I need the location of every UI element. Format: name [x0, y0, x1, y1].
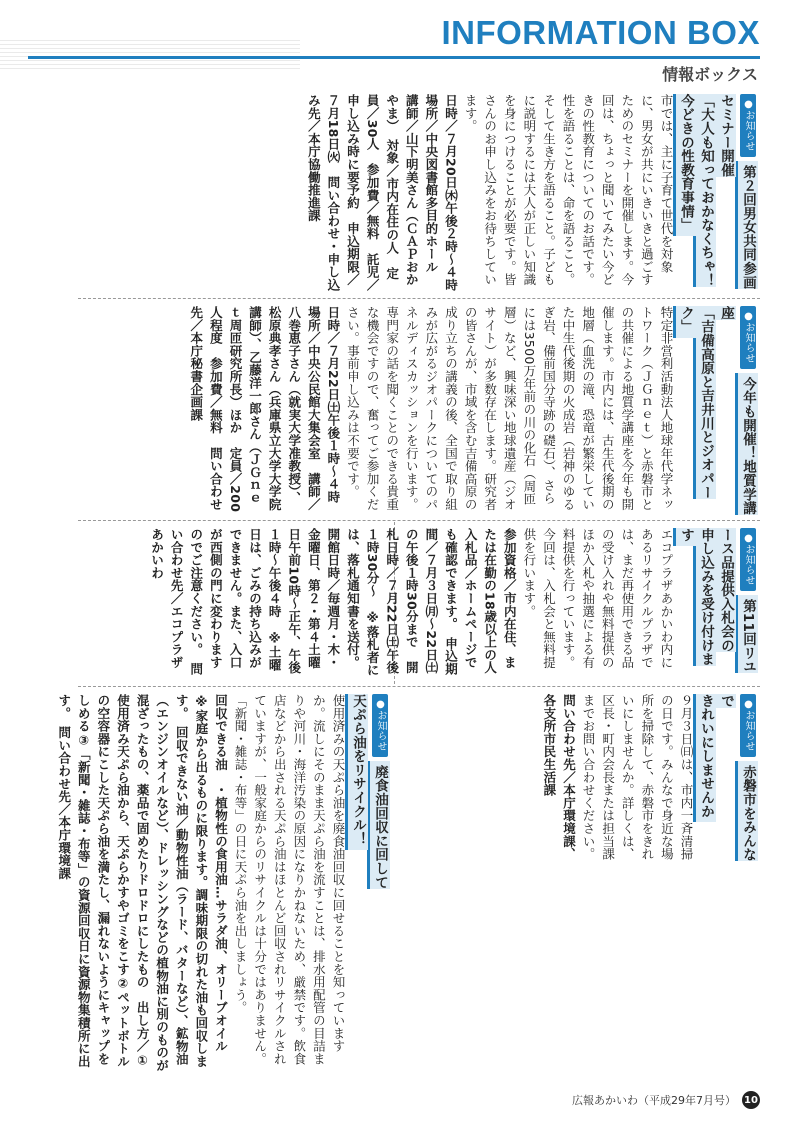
footer-text: 広報あかいわ（平成29年7月号） — [572, 1094, 736, 1107]
notice-tag: ●お知らせ — [740, 528, 756, 591]
row-divider-1 — [78, 298, 760, 299]
row-divider-3 — [78, 686, 760, 687]
article-body: 市では、主に子育て世代を対象に、男女が共にいきいきと過ごすためのセミナーを開催します。今回は、ちょっと聞いてみたい今どきの性教育についてのお話です。性を語ることは、命を語ること。そして生き方を語ること。子どもに説明するには大人が正しい知識を身につけることが必要です。皆さんのお申し込みをお待ちしています。 — [463, 94, 674, 286]
row-divider-2 — [78, 520, 760, 521]
article-title-line1: 第２回男女共同参画セミナー開催 — [718, 94, 756, 289]
page-header — [0, 0, 794, 84]
article-title-line2: きれいにしませんか — [698, 694, 714, 819]
article-title-line2: 「吉備高原と吉井川とジオパーク」 — [678, 306, 714, 500]
article-title-line1: 第11回リユース品提供入札会の — [718, 528, 756, 674]
article-details: 日時／７月22日㈯午後１時～４時 場所／中央公民館大集会室 講師／八巻恵子さん（就実大学准教授）、松原典孝さん（兵庫県立大学大学院講師）、乙藤洋一郎さん（ＪＧｎｅｔ周匝研究所長）ほか 定員／200人程度 参加費／無料 問い合わせ先／本庁秘書企画課 — [188, 306, 341, 517]
article-title-line2: 「大人も知っておかなくちゃ！今どきの性教育事情」 — [678, 94, 714, 288]
page-footer — [572, 1091, 760, 1109]
header-rule — [28, 56, 760, 59]
article-title-line1: 赤磐市をみんなで — [718, 694, 756, 862]
article-gender-seminar — [78, 94, 758, 305]
article-body: ９月３日㈰は、市内一斉清掃の日です。みんなで身近な場所を掃除して、赤磐市をきれいにしませんか。詳しくは、区長・町内会長または担当課までお問い合わせください。 — [581, 694, 694, 861]
header-stripes — [0, 40, 300, 70]
article-body: 特定非営利活動法人地球年代学ネットワーク（ＪＧｎｅｔ）と赤磐市との共催による地質学講座を今年も開催します。市内には、古生代後期の地層（血洗の滝、恐竜が繁栄していた中生代後期の火成岩（岩神のゆるぎ岩、備前国分寺跡の礎石）、さらには3500万年前の川の化石（周匝層）など、興味深い地球遺産（ジオサイト）が多数存在します。研究者の皆さんが、市域を含む吉備高原の成り立ちの講義の後、全国で取り組みが広がるジオパークについてのパネルディスカッションを行います。専門家の話を聞くことのできる貴重な機会ですので、奮ってご参加ください。事前申し込みは不要です。 — [345, 306, 674, 511]
notice-tag: ●お知らせ — [740, 94, 756, 157]
article-cooking-oil — [56, 694, 390, 1074]
header-title: INFORMATION BOX — [441, 14, 760, 51]
article-city-cleanup — [398, 694, 758, 870]
article-reuse-auction — [78, 528, 758, 687]
article-body: 使用済みの天ぷら油を廃食油回収に回せることを知っていますか。流しにそのまま天ぷら油を流すことは、排水用配管の目詰まりや河川・海洋汚染の原因になりかねないため、厳禁です。飲食店などから出される天ぷら油はほとんど回収されリサイクルされていますが、一般家庭からのリサイクルは十分ではありません。「新聞・雑誌・布等」の日に天ぷら油を出しましょう。 — [233, 694, 346, 1066]
header-subtitle: 情報ボックス — [662, 65, 758, 84]
article-details: 回収できる油 ・植物性の食用油…サラダ油、オリーブオイル ※家庭から出るものに限ります。調味期限の切れた油も回収します。 回収できない油／動物性油（ラード、バターなど）、鉱物油（エンジンオイルなど）、ドレッシングなどの植物油に別のものが混ざったもの、薬品で固めたりドロドロにしたもの 出し方／①使用済み天ぷら油から、天ぷらかすやゴミをこす②ペットボトルの空容器にこした天ぷら油を満たし、漏れないようにキャップをしめる③「新聞・雑誌・布等」の資源回収日に資源物集積所に出す。 問い合わせ先／本庁環境課 — [56, 694, 229, 1072]
notice-tag: ●お知らせ — [740, 694, 756, 757]
article-title-line1: 廃食油回収に回して — [372, 764, 388, 889]
page-number: 10 — [742, 1091, 760, 1109]
article-geology-course — [78, 306, 758, 516]
article-title-line2: 天ぷら油をリサイクル！ — [350, 694, 366, 846]
article-details: 問い合わせ先／本庁環境課、各支所市民生活課 — [541, 694, 577, 861]
notice-tag: ●お知らせ — [740, 306, 756, 369]
article-body: エコプラザあかいわ内にあるリサイクルプラザでは、まだ再使用できる品の受け入れや無料提供のほか入札や抽選による有料提供を行っています。今回は、入札会と無料提供を行います。 — [521, 528, 674, 669]
article-details: 参加資格／市内在住、または在勤の18歳以上の人 入札品／ホームページでも確認できます。 申込期間／７月３日㈪～22日㈯の午後１時30分まで 開札日時／７月22日㈯午後１時30分～ ※落札者には、落札通知書を送付。 開館日時／毎週月・木・金曜日、第２・第４土曜日午前10時～正午、午後１時～午後４時 ※土曜日は、ごみの持ち込みができません。また、入口が西側の門に変わりますのでご注意ください。 問い合わせ先／エコプラザあかいわ — [149, 528, 518, 687]
article-details: 日時／７月20日㈭午後２時～４時 場所／中央図書館多目的ホール 講師／山下明美さん（ＣＡＰおかやま） 対象／市内在住の人 定員／30人 参加費／無料 託児／申し込み時に要予約 申込期限／７月18日㈫ 問い合わせ・申し込み先／本庁協働推進課 — [306, 94, 459, 305]
article-title-line2: 申し込みを受け付けます — [678, 528, 714, 666]
notice-tag: ●お知らせ — [372, 694, 388, 757]
article-title-line1: 今年も開催！地質学講座 — [718, 306, 756, 515]
